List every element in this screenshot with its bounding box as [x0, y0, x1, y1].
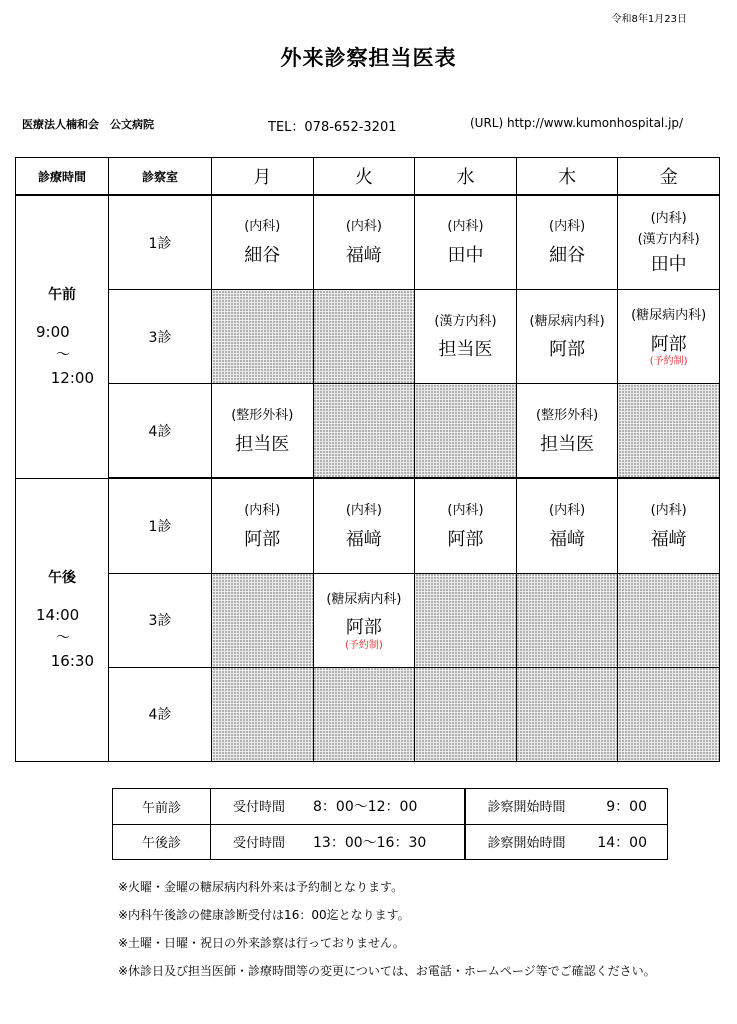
note-item: ※内科午後診の健康診断受付は16：00迄となります。: [118, 908, 410, 922]
header-room: 診察室: [109, 158, 212, 196]
department-label: (内科): [244, 219, 281, 235]
department-label: (内科): [650, 211, 687, 227]
department-label: (漢方内科): [637, 231, 700, 247]
header-day-tue: 火: [313, 158, 415, 196]
period-tilde: ～: [56, 629, 70, 646]
doctor-slot: [415, 478, 517, 573]
department-label: (糖尿病内科): [529, 313, 605, 329]
department-label: (糖尿病内科): [631, 308, 707, 324]
hospital-name: 医療法人楠和会 公文病院: [22, 118, 154, 131]
hours-period-name: 午後診: [113, 824, 211, 860]
doctor-name: 田中: [447, 245, 484, 267]
schedule-row: [16, 195, 720, 290]
hours-row-am: [113, 789, 668, 825]
empty-slot: [415, 667, 517, 761]
schedule-header-row: [16, 158, 720, 196]
hours-start-value: 9：00: [606, 799, 647, 816]
room-label: 3診: [109, 290, 212, 384]
room-label: 1診: [109, 195, 212, 290]
doctor-name: 阿部: [549, 339, 586, 361]
empty-slot: [618, 667, 720, 761]
doctor-slot: [516, 195, 618, 290]
doctor-name: 細谷: [549, 245, 586, 267]
empty-slot: [212, 573, 314, 667]
schedule-row: [16, 667, 720, 761]
department-label: (内科): [650, 502, 687, 518]
reservation-note: (予約制): [649, 356, 688, 368]
period-tilde: ～: [56, 346, 70, 363]
doctor-name: 阿部: [447, 528, 484, 550]
empty-slot: [313, 384, 415, 479]
room-label: 4診: [109, 384, 212, 479]
doctor-name: 細谷: [244, 245, 281, 267]
department-label: (内科): [549, 502, 586, 518]
page-title: 外来診察担当医表: [280, 46, 457, 70]
hospital-url[interactable]: (URL) http://www.kumonhospital.jp/: [470, 116, 684, 130]
doctor-name: 福﨑: [650, 528, 687, 550]
doctor-name: 阿部: [650, 333, 687, 355]
hours-reception: [211, 824, 465, 860]
hours-reception-value: 8：00～12：00: [313, 799, 418, 816]
empty-slot: [313, 667, 415, 761]
schedule-row: [16, 384, 720, 479]
doctor-slot: [516, 478, 618, 573]
department-label: (漢方内科): [434, 313, 497, 329]
hours-start-label: 診察開始時間: [487, 835, 566, 851]
doctor-name: 田中: [650, 253, 687, 275]
empty-slot: [516, 573, 618, 667]
hours-start: [465, 789, 668, 825]
empty-slot: [415, 384, 517, 479]
doctor-slot: [618, 290, 720, 384]
period-start: 14:00: [36, 605, 80, 624]
room-label: 1診: [109, 478, 212, 573]
doctor-slot: [212, 478, 314, 573]
empty-slot: [516, 667, 618, 761]
empty-slot: [618, 573, 720, 667]
department-label: (内科): [244, 502, 281, 518]
header-day-wed: 水: [415, 158, 517, 196]
doctor-slot: [516, 290, 618, 384]
department-label: (糖尿病内科): [326, 591, 402, 607]
empty-slot: [618, 384, 720, 479]
department-label: (内科): [549, 219, 586, 235]
empty-slot: [415, 573, 517, 667]
doctor-slot: [415, 290, 517, 384]
period-start: 9:00: [36, 322, 70, 341]
header-day-mon: 月: [212, 158, 314, 196]
doctor-slot: [618, 478, 720, 573]
doctor-slot: [618, 195, 720, 290]
doctor-name: 福﨑: [345, 245, 382, 267]
doctor-slot: [212, 384, 314, 479]
notes: [118, 880, 678, 992]
doctor-slot: [516, 384, 618, 479]
doctor-slot: [313, 195, 415, 290]
room-label: 4診: [109, 667, 212, 761]
doctor-name: 阿部: [345, 617, 382, 639]
doctor-name: 福﨑: [549, 528, 586, 550]
hours-period-name: 午前診: [113, 789, 211, 825]
schedule-row: [16, 290, 720, 384]
hours-start-value: 14：00: [597, 834, 647, 851]
schedule-row: [16, 478, 720, 573]
doctor-slot: [415, 195, 517, 290]
doctor-name: 担当医: [235, 433, 290, 455]
note-item: ※休診日及び担当医師・診療時間等の変更については、お電話・ホームページ等でご確認ください。: [118, 964, 656, 978]
empty-slot: [212, 667, 314, 761]
doctor-slot: [313, 573, 415, 667]
doctor-name: 担当医: [438, 339, 493, 361]
hours-start: [465, 824, 668, 860]
department-label: (内科): [345, 502, 382, 518]
doctor-name: 担当医: [540, 433, 595, 455]
doctor-slot: [313, 478, 415, 573]
period-name: 午前: [48, 286, 76, 303]
header-day-fri: 金: [618, 158, 720, 196]
period-end: 12:00: [50, 369, 94, 388]
document-date: 令和8年1月23日: [611, 14, 687, 25]
header-day-thu: 木: [516, 158, 618, 196]
doctor-name: 阿部: [244, 528, 281, 550]
schedule-table: [15, 157, 720, 762]
period-name: 午後: [48, 569, 76, 586]
department-label: (整形外科): [536, 407, 599, 423]
empty-slot: [212, 290, 314, 384]
department-label: (内科): [345, 219, 382, 235]
hours-reception-label: 受付時間: [233, 800, 286, 816]
header-time: 診療時間: [16, 158, 109, 196]
hours-start-label: 診察開始時間: [487, 800, 566, 816]
hours-row-pm: [113, 824, 668, 860]
hours-reception-label: 受付時間: [233, 835, 286, 851]
note-item: ※火曜・金曜の糖尿病内科外来は予約制となります。: [118, 880, 404, 894]
hours-reception: [211, 789, 465, 825]
empty-slot: [313, 290, 415, 384]
department-label: (内科): [447, 219, 484, 235]
note-item: ※土曜・日曜・祝日の外来診察は行っておりません。: [118, 936, 405, 950]
hours-reception-value: 13：00～16：30: [313, 834, 427, 851]
hours-table: [112, 788, 668, 860]
period-cell: [16, 478, 109, 761]
department-label: (内科): [447, 502, 484, 518]
period-end: 16:30: [50, 652, 94, 671]
department-label: (整形外科): [231, 407, 294, 423]
doctor-slot: [212, 195, 314, 290]
reservation-note: (予約制): [344, 639, 383, 651]
room-label: 3診: [109, 573, 212, 667]
period-cell: [16, 195, 109, 478]
schedule-row: [16, 573, 720, 667]
hospital-tel: TEL：078-652-3201: [268, 120, 397, 135]
doctor-name: 福﨑: [345, 528, 382, 550]
